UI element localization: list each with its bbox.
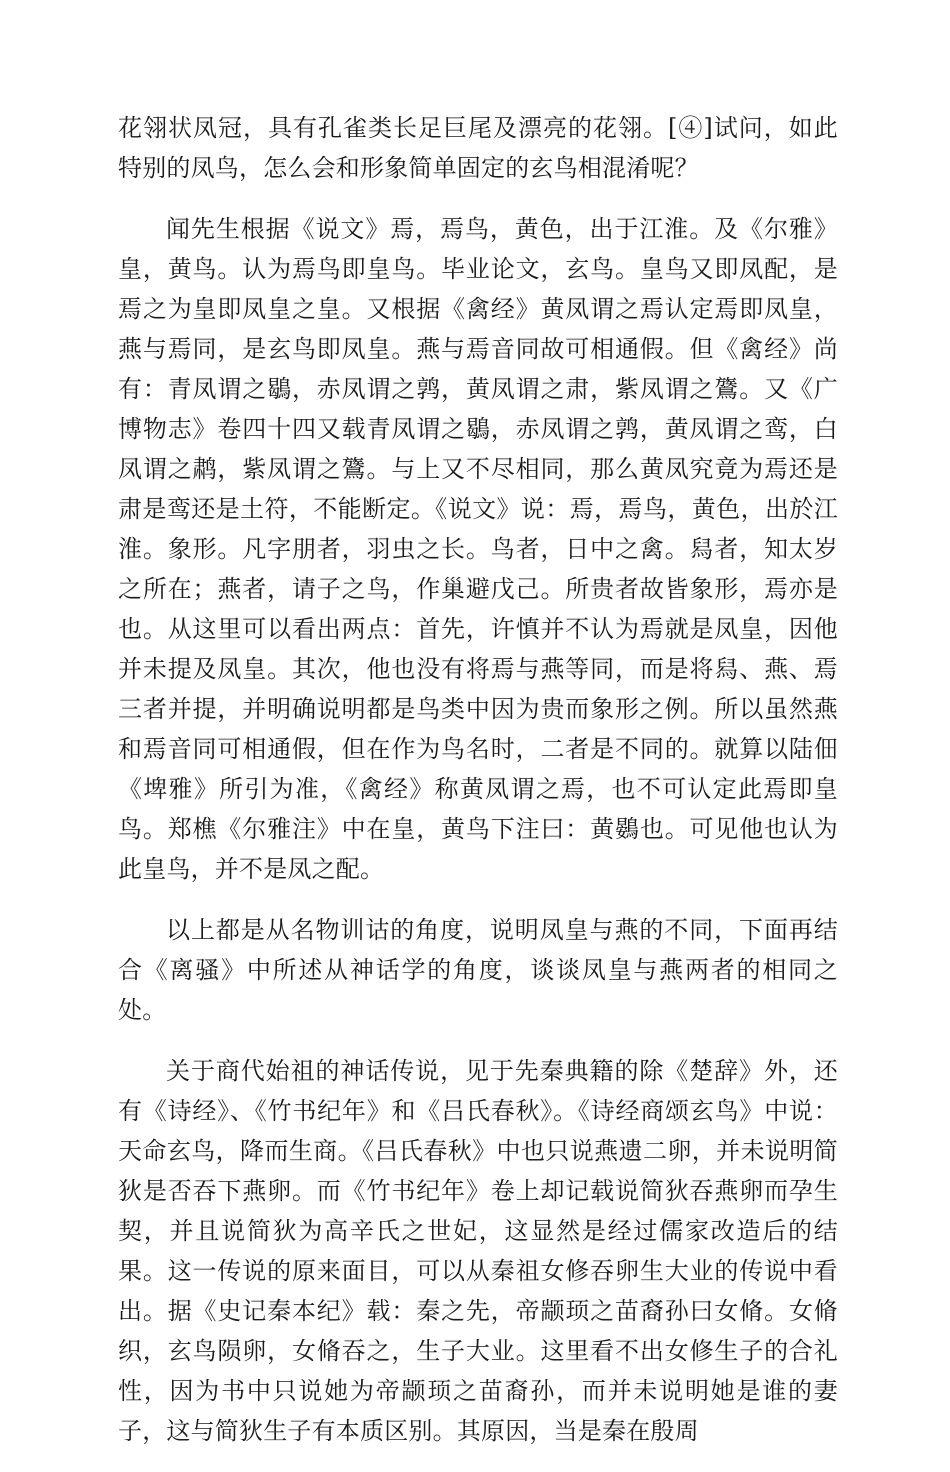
- paragraph-3: 以上都是从名物训诂的角度，说明凤皇与燕的不同，下面再结合《离骚》中所述从神话学的角度，谈谈凤皇与燕两者的相同之处。: [118, 916, 838, 1024]
- paragraph-2: 闻先生根据《说文》焉，焉鸟，黄色，出于江淮。及《尔雅》皇，黄鸟。认为焉鸟即皇鸟。毕业论文，玄鸟。皇鸟又即凤配，是焉之为皇即凤皇之皇。又根据《禽经》黄凤谓之焉认定焉即凤皇，燕与焉同，是玄鸟即凤皇。燕与焉音同故可相通假。但《禽经》尚有：青凤谓之鶡，赤凤谓之鹑，黄凤谓之肃，紫凤谓之鷟。又《广博物志》卷四十四又载青凤谓之鶡，赤凤谓之鹑，黄凤谓之鸾，白凤谓之鹔，紫凤谓之鷟。与上又不尽相同，那么黄凤究竟为焉还是肃是鸾还是土符，不能断定。《说文》说：焉，焉鸟，黄色，出於江淮。象形。凡字朋者，羽虫之长。鸟者，日中之禽。舄者，知太岁之所在；燕者，请子之鸟，作巢避戊己。所贵者故皆象形，焉亦是也。从这里可以看出两点：首先，许慎并不认为焉就是凤皇，因他并未提及凤皇。其次，他也没有将焉与燕等同，而是将舄、燕、焉三者并提，并明确说明都是鸟类中因为贵而象形之例。所以虽然燕和焉音同可相通假，但在作为鸟名时，二者是不同的。就算以陆佃《埤雅》所引为准，《禽经》称黄凤谓之焉，也不可认定此焉即皇鸟。郑樵《尔雅注》中在皇，黄鸟下注曰：黄鷃也。可见他也认为此皇鸟，并不是凤之配。: [118, 215, 838, 883]
- paragraph-1: 花翎状凤冠，具有孔雀类长足巨尾及漂亮的花翎。[④]试问，如此特别的凤鸟，怎么会和形象简单固定的玄鸟相混淆呢？: [118, 114, 838, 182]
- paragraph-4: 关于商代始祖的神话传说，见于先秦典籍的除《楚辞》外，还有《诗经》、《竹书纪年》和《吕氏春秋》。《诗经商颂玄鸟》中说：天命玄鸟，降而生商。《吕氏春秋》中也只说燕遗二卵，并未说明简狄是否吞下燕卵。而《竹书纪年》卷上却记载说简狄吞燕卵而孕生契，并且说简狄为高辛氏之世妃，这显然是经过儒家改造后的结果。这一传说的原来面目，可以从秦祖女修吞卵生大业的传说中看出。据《史记秦本纪》载：秦之先，帝颛顼之苗裔孙曰女脩。女脩织，玄鸟陨卵，女脩吞之，生子大业。这里看不出女修生子的合礼性，因为书中只说她为帝颛顼之苗裔孙，而并未说明她是谁的妻子，这与简狄生子有本质区别。其原因，当是秦在殷周: [118, 1057, 838, 1445]
- document-body: [118, 108, 838, 1472]
